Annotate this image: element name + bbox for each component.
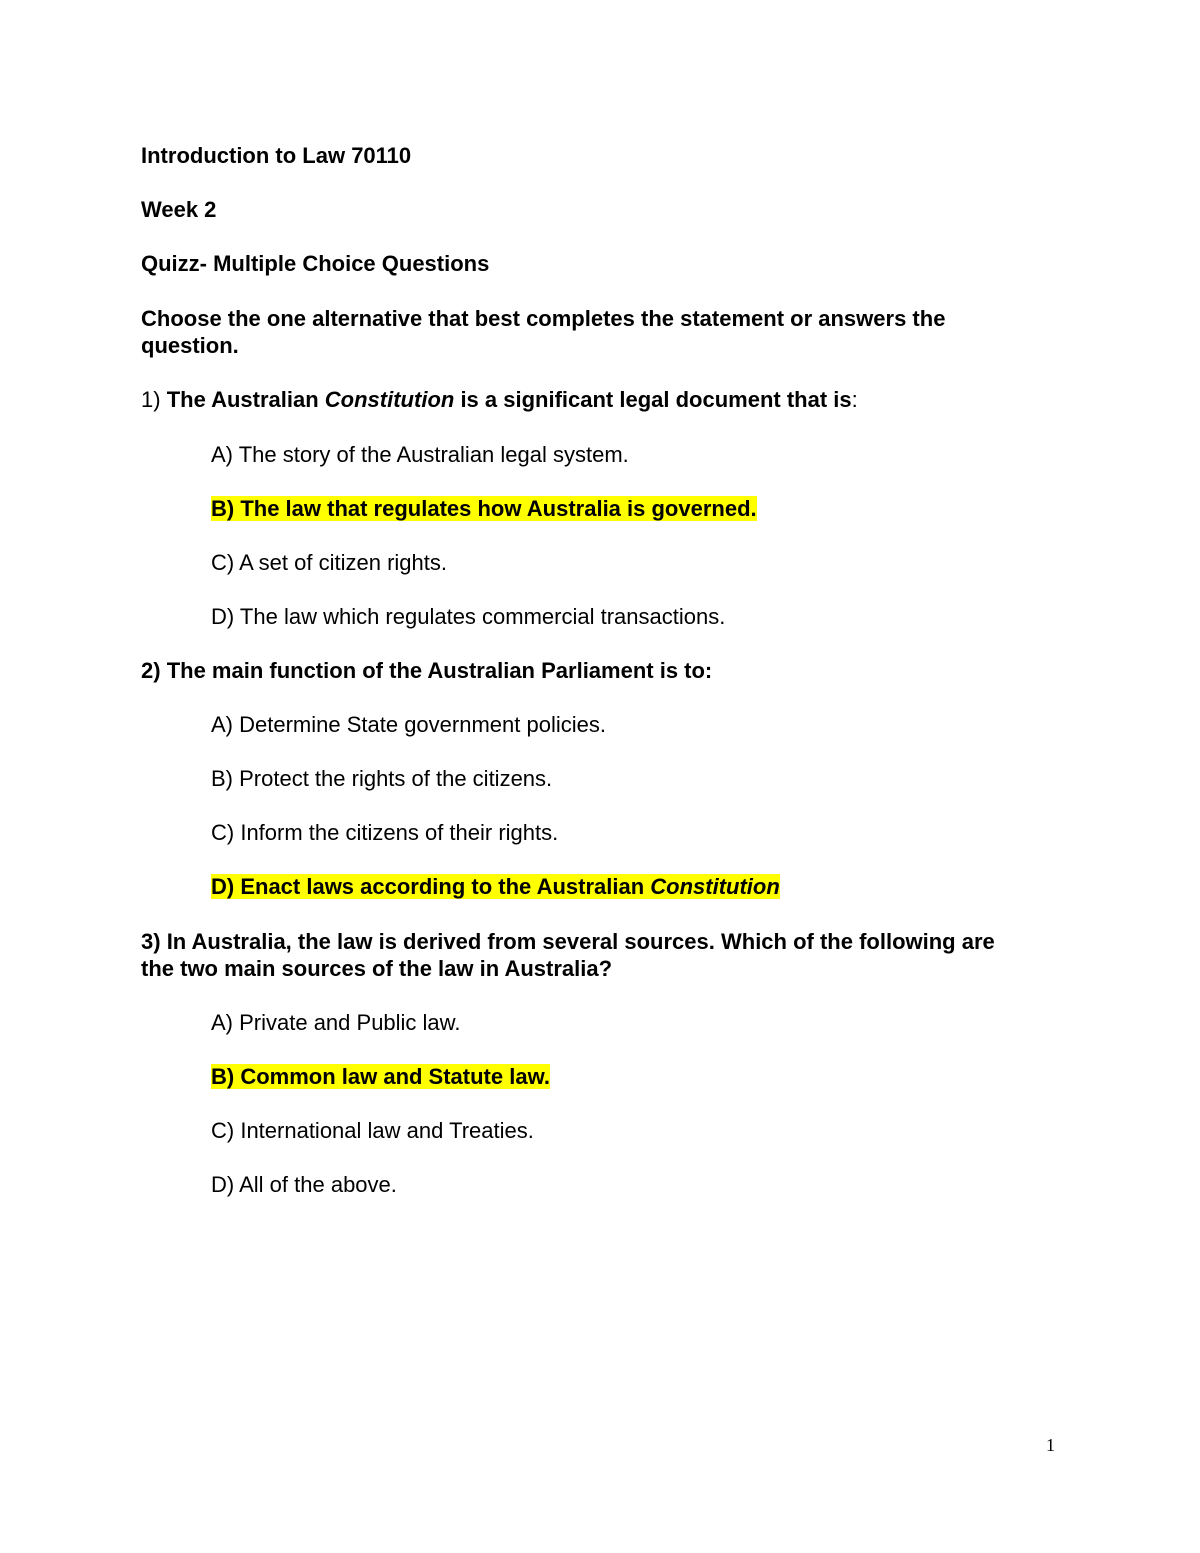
week-label: Week 2: [141, 197, 217, 222]
question-3-line-1: [141, 928, 995, 955]
question-3-text-line-2: the two main sources of the law in Australia?: [141, 956, 613, 981]
question-1-option-a: A) The story of the Australian legal system.: [211, 442, 629, 467]
question-3-option-a: A) Private and Public law.: [211, 1010, 461, 1035]
question-1-text-after: is a significant legal document that is: [454, 387, 852, 412]
question-2-option-d-italic: Constitution: [650, 874, 780, 899]
question-2: [141, 657, 712, 684]
question-1: [141, 386, 858, 413]
instructions-line-2: question.: [141, 333, 239, 358]
question-3-option-b: [211, 1063, 550, 1090]
question-1-option-c: C) A set of citizen rights.: [211, 550, 447, 575]
question-3-option-d: D) All of the above.: [211, 1172, 397, 1197]
question-2-option-c: C) Inform the citizens of their rights.: [211, 820, 559, 845]
question-2-option-d-highlight: [211, 874, 780, 899]
question-3-option-c: C) International law and Treaties.: [211, 1118, 534, 1143]
instructions-line-1: Choose the one alternative that best completes the statement or answers the: [141, 306, 946, 331]
question-1-number: 1): [141, 387, 161, 412]
question-1-text-italic: Constitution: [324, 387, 455, 412]
question-2-option-d-text: D) Enact laws according to the Australian: [211, 874, 651, 899]
page-number: 1: [1046, 1435, 1055, 1455]
quiz-title: Quizz- Multiple Choice Questions: [141, 251, 490, 276]
question-1-text-end: :: [851, 387, 858, 412]
question-3-number: 3): [141, 929, 161, 954]
question-3-text-line-1: In Australia, the law is derived from several sources. Which of the following are: [166, 929, 995, 954]
question-1-text-before: The Australian: [166, 387, 325, 412]
question-2-option-b: B) Protect the rights of the citizens.: [211, 766, 553, 791]
question-3-option-b-highlight: B) Common law and Statute law.: [211, 1064, 550, 1089]
question-2-text: The main function of the Australian Parliament is to:: [166, 658, 713, 683]
question-1-option-b: [211, 495, 757, 522]
question-2-option-a: A) Determine State government policies.: [211, 712, 606, 737]
question-2-option-d: [211, 873, 780, 900]
document-title: Introduction to Law 70110: [141, 143, 412, 168]
question-1-option-d: D) The law which regulates commercial transactions.: [211, 604, 726, 629]
question-2-number: 2): [141, 658, 161, 683]
question-1-option-b-highlight: B) The law that regulates how Australia is governed.: [211, 496, 757, 521]
